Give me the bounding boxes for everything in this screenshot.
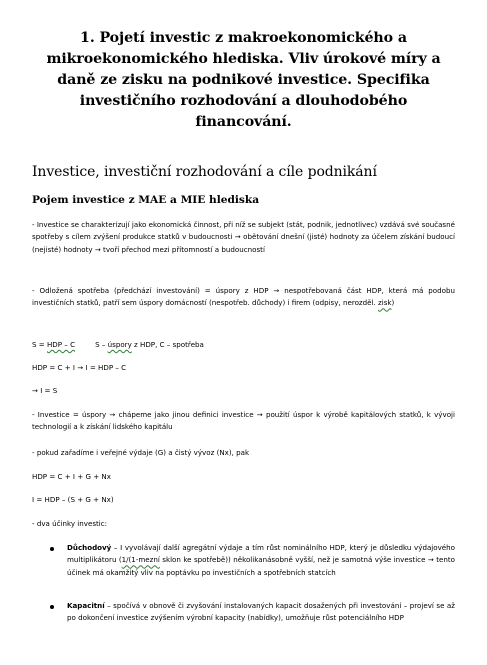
equation-text: z HDP, C – spotřeba (131, 340, 204, 349)
list-item-term: Důchodový (67, 543, 112, 552)
spellcheck-word: zisk (378, 298, 392, 308)
document-title: 1. Pojetí investic z makroekonomického a mikroekonomického hlediska. Vliv úrokové míry a daně ze zisku na podnikové investice. Specifika investičního rozhodování a dlouhodobého financování. (46, 30, 441, 130)
paragraph-public-spending: - pokud zařadíme i veřejné výdaje (G) a čistý vývoz (Nx), pak (32, 448, 250, 457)
equation-investment: I = HDP – (S + G + Nx) (32, 495, 114, 504)
section-heading: Investice, investiční rozhodování a cíle podnikání (32, 164, 377, 180)
paragraph-two-effects: - dva účinky investic: (32, 519, 108, 528)
list-item-body: – spočívá v obnově či zvyšování instalovaných kapacit dosažených při investování – projeví se až po dokončení investice zvýšením výrobní kapacity (nabídky), umožňuje růst potenciálního HDP (67, 601, 455, 623)
bullet-icon (50, 547, 54, 551)
list-item-body: sklon ke spotřebě)) několikanásobně vyšší, než je samotná výše investice → tento účinek má okamžitý vliv na poptávku po investičních a spotřebních statcích (67, 555, 455, 577)
paragraph-text: - Odložená spotřeba (předchází investování) = úspory z HDP → nespotřebovaná část HDP, která má podobu investičních statků, patří sem úspory domácností (nespotřeb. důchody) i firem (odpisy, nerozděl. (32, 286, 455, 308)
paragraph-text: ) (391, 298, 395, 308)
subsection-heading: Pojem investice z MAE a MIE hlediska (32, 194, 260, 206)
equation-gdp: HDP = C + I → I = HDP – C (32, 363, 127, 372)
equation-text: S – (95, 340, 108, 349)
paragraph-investment-savings: - Investice = úspory → chápeme jako jinou definici investice → použití úspor k výrobě kapitálových statků, k vývoji technologií a k získání lidského kapitálu (32, 410, 455, 432)
equation-text: S = (32, 340, 47, 349)
equation-i-equals-s: → I = S (32, 386, 58, 395)
paragraph-investment-definition: - Investice se charakterizují jako ekonomická činnost, při níž se subjekt (stát, podnik, jednotlivec) vzdává své současné spotřeby s cílem zvýšení produkce statků v budoucnosti → obětování dnešní (jisté) hodnoty za účelem získání budoucí (nejisté) hodnoty → tvoří přechod mezi přítomností a budoucností (32, 220, 455, 254)
list-item-body: – I vyvolávají další agregátní výdaje a tím růst nominálního HDP, který je důsledku výdajového multiplikátoru ( (67, 543, 455, 565)
equation-gdp-extended: HDP = C + I + G + Nx (32, 472, 111, 481)
bullet-icon (50, 605, 54, 609)
spellcheck-word: 1/(1-mezní (121, 555, 160, 565)
list-item-text (67, 542, 455, 579)
equation-savings (32, 339, 204, 351)
paragraph-deferred-consumption (32, 285, 455, 310)
list-item-text (67, 600, 455, 625)
equation-text: HDP – C (46, 340, 76, 349)
equation-text: úspory (107, 340, 132, 349)
list-item-term: Kapacitní (67, 601, 105, 610)
